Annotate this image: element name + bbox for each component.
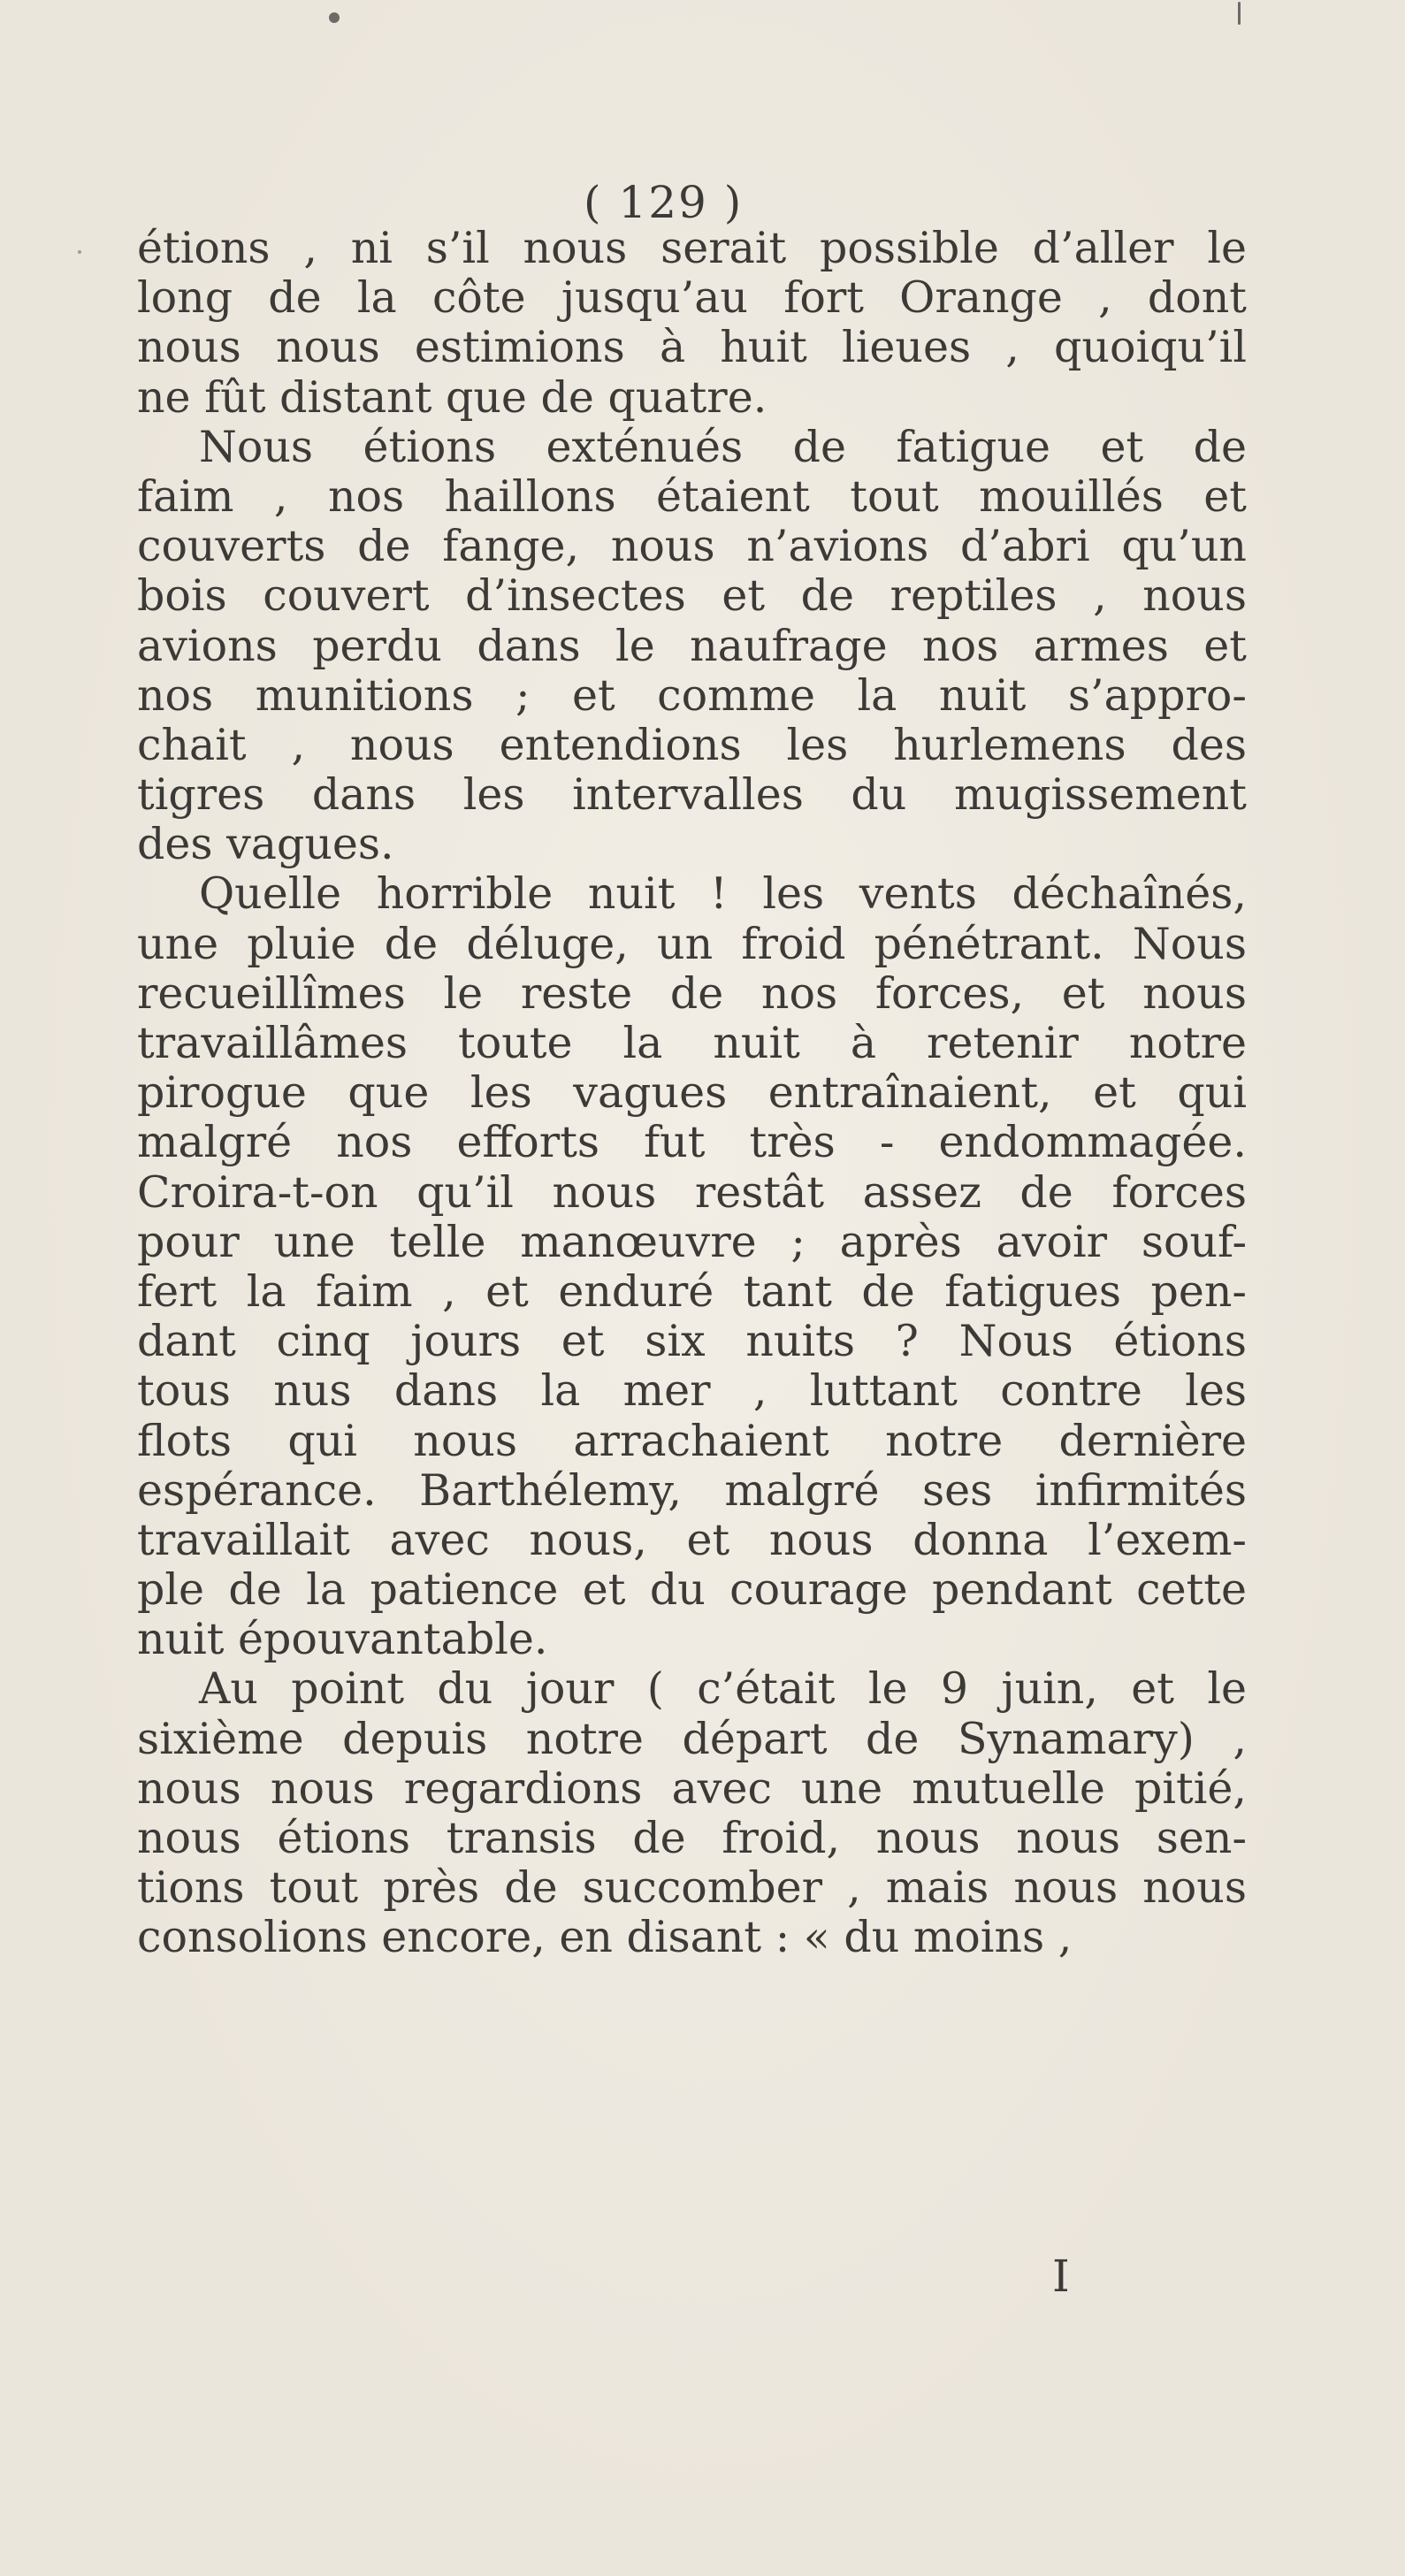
ink-speck (1238, 2, 1241, 25)
text-line: une pluie de déluge, un froid pénétrant. Nous (137, 918, 1247, 969)
page-number: ( 129 ) (584, 177, 744, 228)
text-line: avions perdu dans le naufrage nos armes et (137, 620, 1247, 671)
text-line: nuit épouvantable. (137, 1614, 548, 1665)
text-line: chait , nous entendions les hurlemens des (137, 719, 1247, 770)
text-line: faim , nos haillons étaient tout mouillés et (137, 470, 1247, 522)
text-line: tions tout près de succomber , mais nous nous (137, 1862, 1247, 1914)
ink-speck (329, 12, 340, 23)
text-line: Quelle horrible nuit ! les vents déchaînés, (199, 868, 1247, 920)
text-line: espérance. Barthélemy, malgré ses infirmités (137, 1464, 1247, 1516)
body-text (137, 224, 1247, 1963)
text-line: consolions encore, en disant : « du moins , (137, 1912, 1073, 1963)
text-line: nous nous estimions à huit lieues , quoiqu’il (137, 322, 1247, 373)
text-line: ple de la patience et du courage pendant cette (137, 1564, 1247, 1616)
text-line: Croira-t-on qu’il nous restât assez de forces (137, 1166, 1247, 1218)
text-line: pour une telle manœuvre ; après avoir souf- (137, 1216, 1247, 1267)
text-line: malgré nos efforts fut très - endommagée. (137, 1117, 1247, 1168)
text-line: couverts de fange, nous n’avions d’abri qu’un (137, 521, 1247, 572)
text-line: nous étions transis de froid, nous nous sen- (137, 1813, 1247, 1863)
text-line: travaillâmes toute la nuit à retenir notre (137, 1018, 1247, 1068)
text-line: long de la côte jusqu’au fort Orange , dont (137, 272, 1247, 324)
text-line: Nous étions exténués de fatigue et de (199, 421, 1247, 472)
ink-speck (78, 250, 81, 254)
text-line: recueillîmes le reste de nos forces, et nous (137, 967, 1247, 1019)
text-line: étions , ni s’il nous serait possible d’aller le (137, 223, 1247, 273)
text-line: nous nous regardions avec une mutuelle pitié, (137, 1762, 1247, 1814)
text-line: nos munitions ; et comme la nuit s’appro- (137, 669, 1247, 721)
text-line: tigres dans les intervalles du mugissement (137, 769, 1247, 821)
text-line: travaillait avec nous, et nous donna l’exem- (137, 1514, 1247, 1565)
text-line: ne fût distant que de quatre. (137, 371, 767, 423)
text-line: pirogue que les vagues entraînaient, et qui (137, 1067, 1247, 1119)
text-line: flots qui nous arrachaient notre dernière (137, 1415, 1247, 1466)
text-line: sixième depuis notre départ de Synamary) , (137, 1713, 1247, 1764)
signature-mark: I (1052, 2251, 1070, 2302)
text-line: fert la faim , et enduré tant de fatigues pen- (137, 1265, 1247, 1317)
text-line: tous nus dans la mer , luttant contre les (137, 1365, 1247, 1417)
text-line: dant cinq jours et six nuits ? Nous étions (137, 1316, 1247, 1367)
text-line: des vagues. (137, 819, 394, 870)
text-line: bois couvert d’insectes et de reptiles , nous (137, 570, 1247, 622)
text-line: Au point du jour ( c’était le 9 juin, et le (199, 1663, 1247, 1715)
